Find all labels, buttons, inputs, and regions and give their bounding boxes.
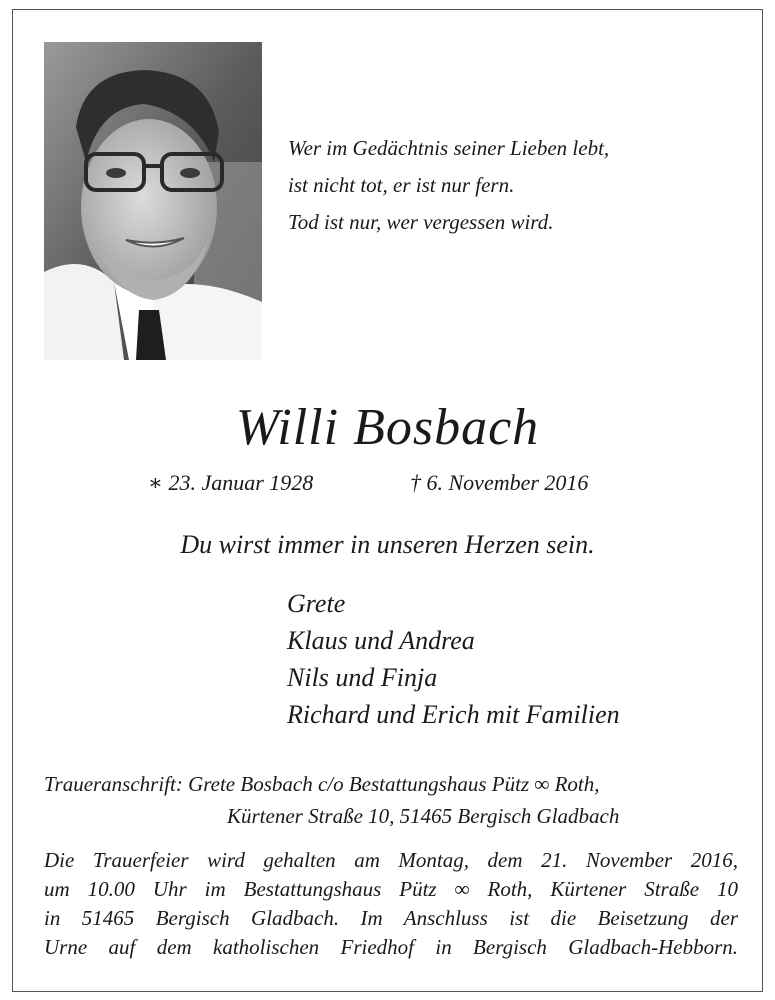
memorial-quote [288,130,609,241]
family-member: Grete [287,589,346,618]
quote-line: Tod ist nur, wer vergessen wird. [288,210,554,234]
motto-line: Du wirst immer in unseren Herzen sein. [180,530,595,559]
service-line: Die Trauerfeier wird gehalten am Montag, dem 21. November 2016, [44,848,738,872]
portrait-photo [44,42,262,360]
quote-line: ist nicht tot, er ist nur fern. [288,173,515,197]
family-member: Klaus und Andrea [287,626,475,655]
funeral-service-info [44,846,738,962]
address-line: Kürtener Straße 10, 51465 Bergisch Gladbach [227,804,620,828]
family-member: Richard und Erich mit Familien [287,700,620,729]
birth-date: ∗ 23. Januar 1928 [148,470,314,495]
family-list [287,585,620,733]
death-date: † 6. November 2016 [410,470,589,495]
mourning-address [44,768,619,832]
service-line: um 10.00 Uhr im Bestattungshaus Pütz ∞ Roth, Kürtener Straße 10 [44,877,738,901]
quote-line: Wer im Gedächtnis seiner Lieben lebt, [288,136,610,160]
deceased-name: Willi Bosbach [235,399,540,456]
service-line: Urne auf dem katholischen Friedhof in Bergisch Gladbach-Hebborn. [44,935,738,959]
portrait-image [44,42,262,360]
address-line: Traueranschrift: Grete Bosbach c/o Bestattungshaus Pütz ∞ Roth, [44,772,600,796]
family-member: Nils und Finja [287,663,438,692]
service-line: in 51465 Bergisch Gladbach. Im Anschluss ist die Beisetzung der [44,906,738,930]
